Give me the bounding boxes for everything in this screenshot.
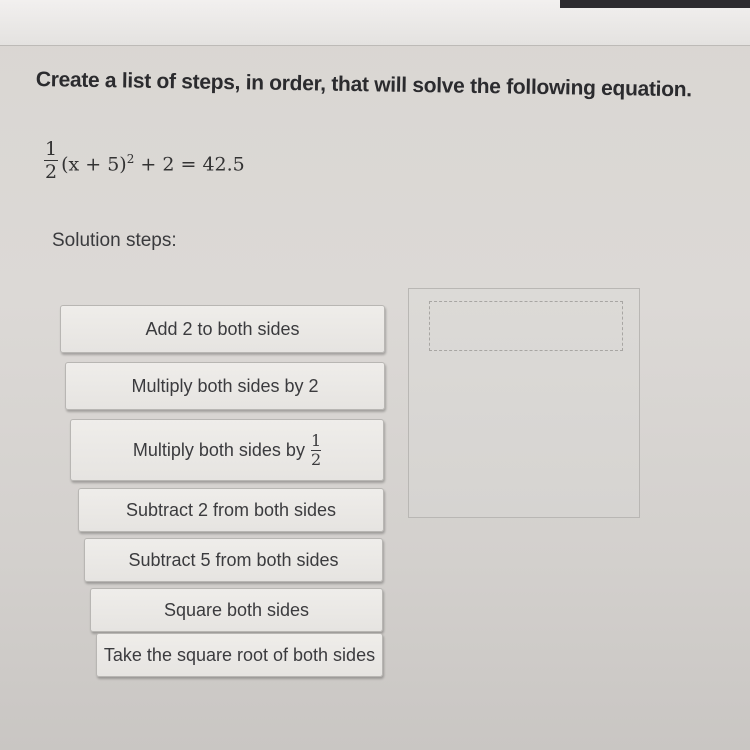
equation-tail: + 2 = 42.5 <box>134 153 245 176</box>
step-label: Take the square root of both sides <box>103 644 376 665</box>
question-prompt: Create a list of steps, in order, that will solve the following equation. <box>35 68 692 102</box>
step-label: Subtract 2 from both sides <box>125 499 337 520</box>
step-card-subtract-2[interactable] <box>78 488 384 532</box>
equation-expression <box>61 152 245 175</box>
step-label: Subtract 5 from both sides <box>128 549 339 570</box>
equation-fraction-numerator: 1 <box>45 137 58 160</box>
step-card-add-2[interactable] <box>60 305 385 353</box>
step-card-square-root[interactable] <box>96 633 383 677</box>
drop-slot[interactable] <box>429 301 623 351</box>
step-card-multiply-half[interactable] <box>70 419 384 481</box>
step-label: Add 2 to both sides <box>145 318 300 339</box>
equation-fraction-denominator: 2 <box>45 160 58 183</box>
step-card-multiply-2[interactable] <box>65 362 385 410</box>
solution-drop-zone[interactable] <box>408 288 640 518</box>
solution-steps-label: Solution steps: <box>52 230 177 251</box>
step-label: Multiply both sides by <box>132 439 305 460</box>
step-card-square[interactable] <box>90 588 383 632</box>
step-fraction-numerator: 1 <box>310 430 322 450</box>
step-fraction-denominator: 2 <box>310 449 322 469</box>
equation-fraction <box>44 138 58 183</box>
top-header-bar <box>0 0 750 46</box>
step-fraction <box>311 432 321 469</box>
step-card-subtract-5[interactable] <box>84 538 383 582</box>
equation-exponent: 2 <box>126 152 135 167</box>
header-corner <box>560 0 750 8</box>
step-label: Multiply both sides by 2 <box>131 375 319 396</box>
equation <box>44 128 245 192</box>
equation-body: (x + 5) <box>61 153 127 176</box>
step-label: Square both sides <box>163 599 310 620</box>
